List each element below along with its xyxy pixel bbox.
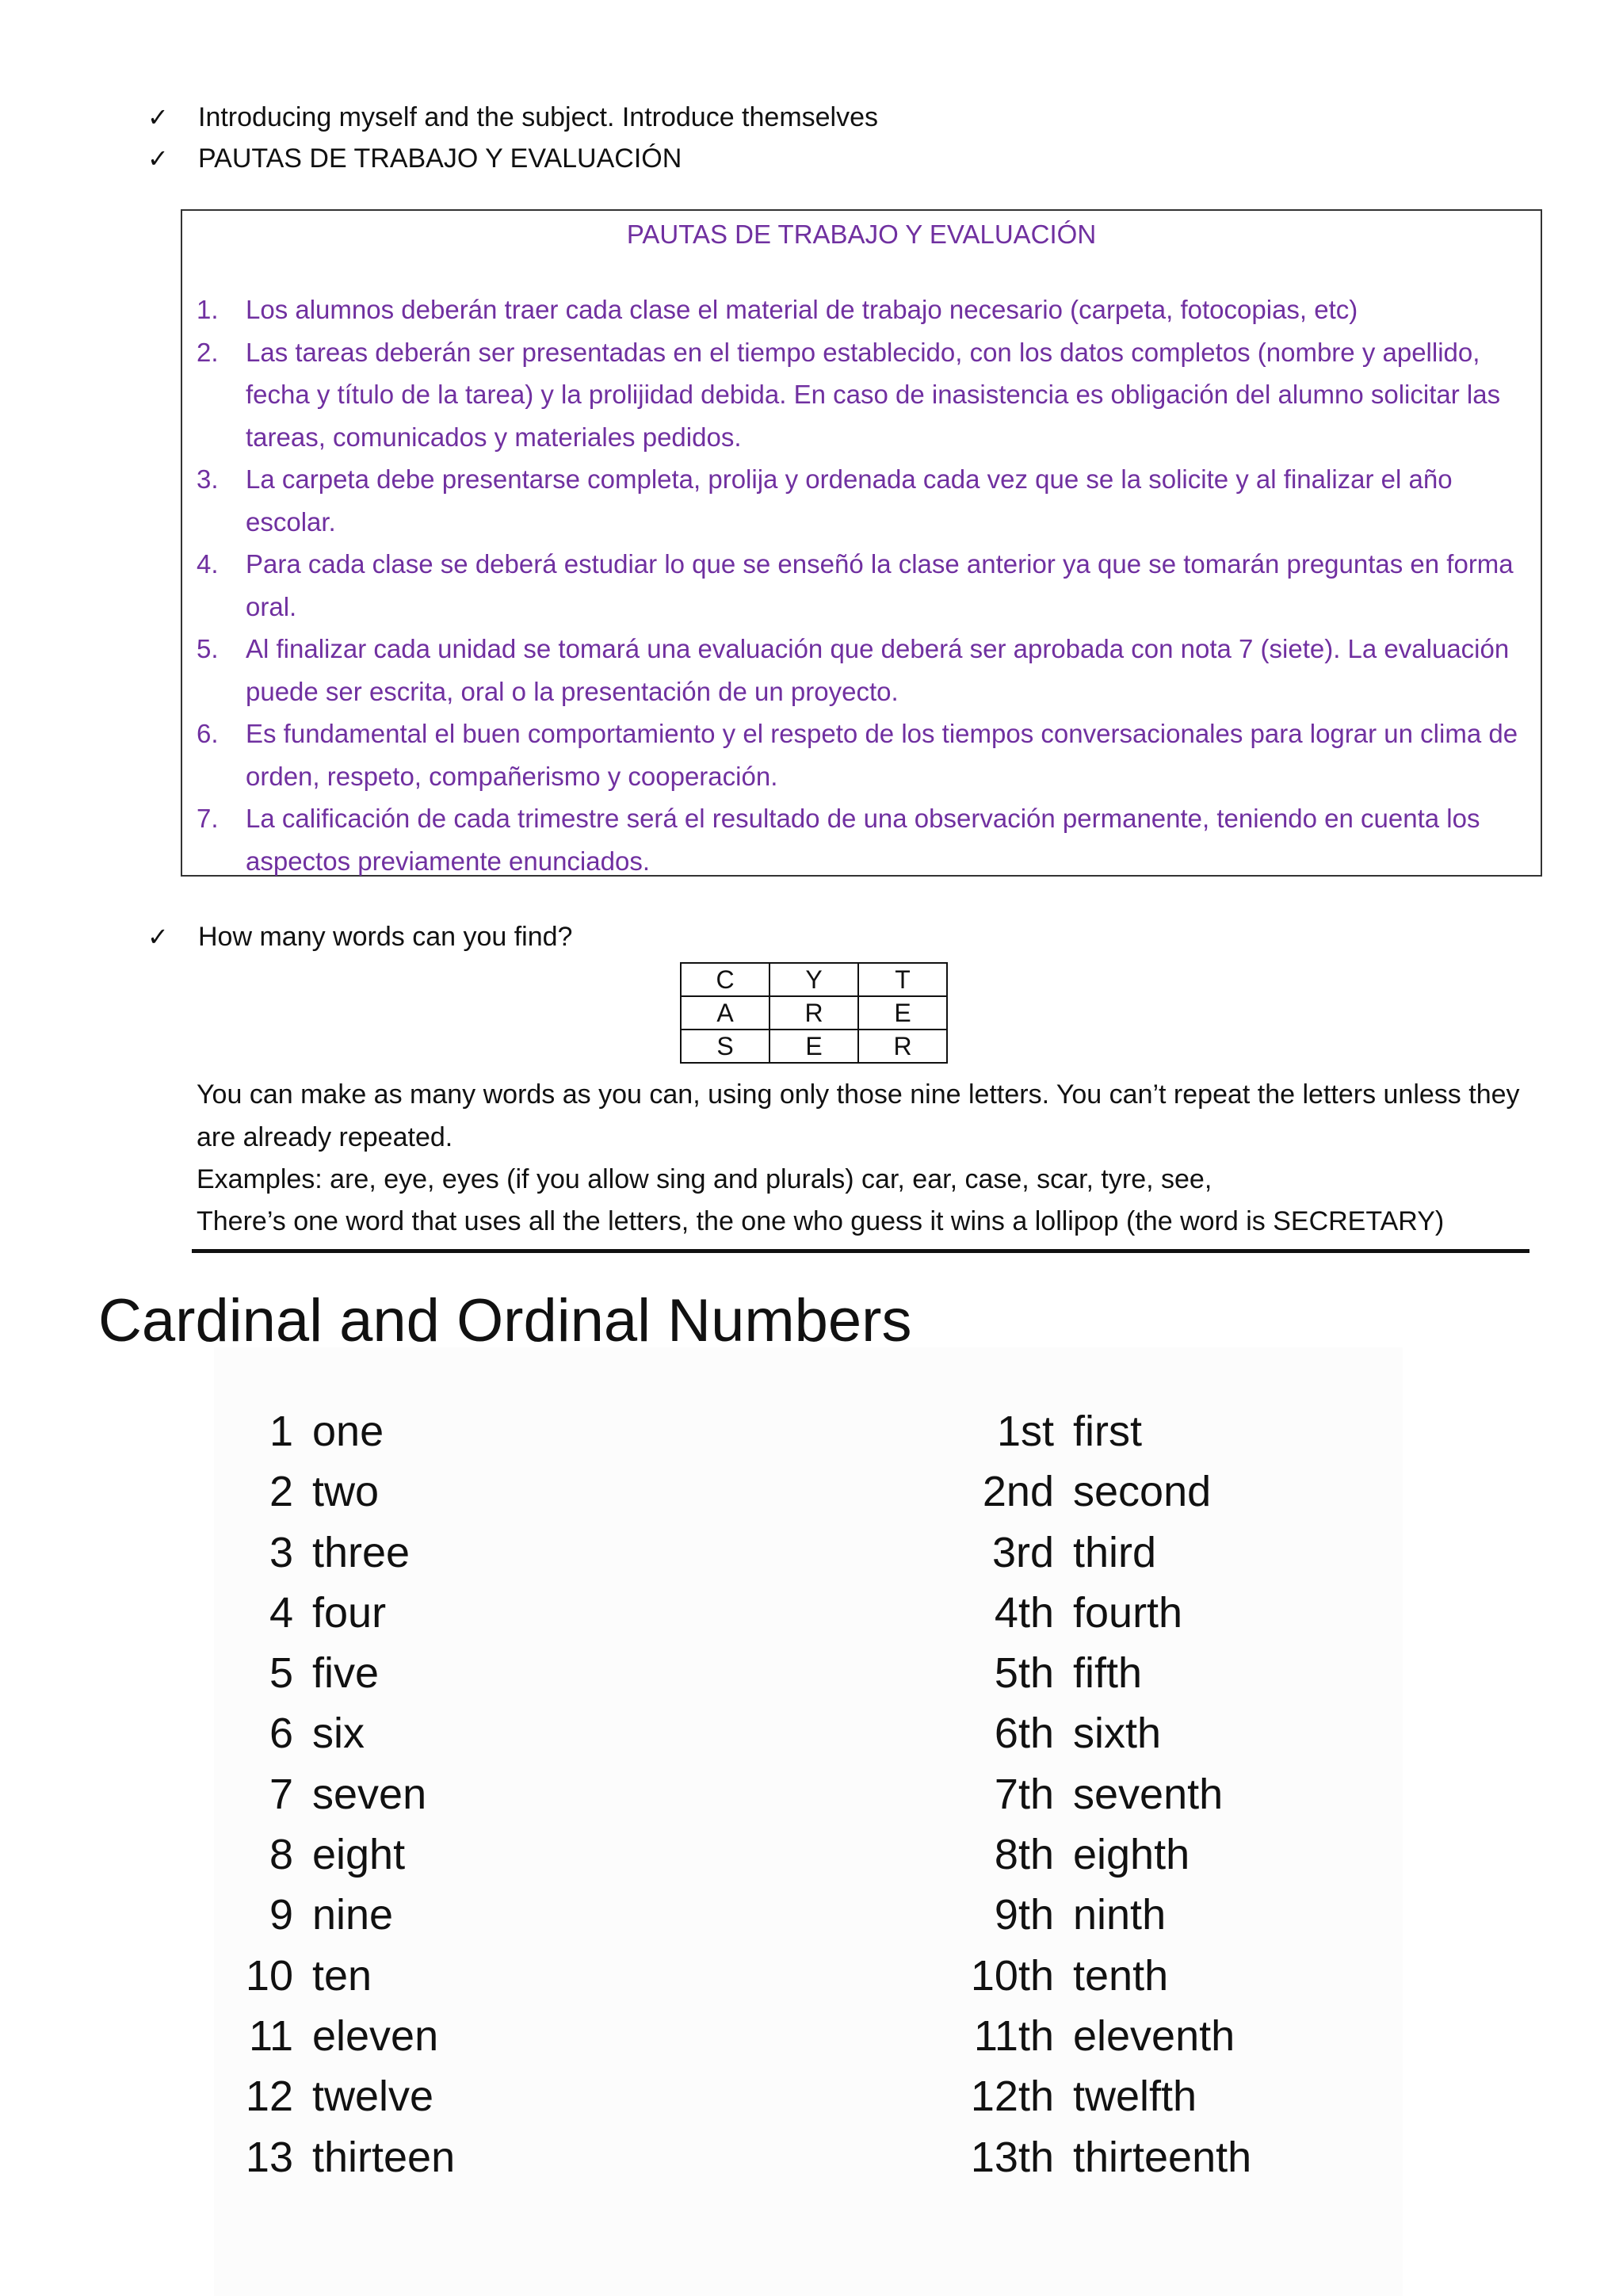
rule-item [197,628,1536,712]
number-word: second [1073,1468,1212,1516]
number-figure: 6th [994,1710,1054,1758]
cardinal-row [214,1824,658,1885]
ordinal-row [935,1583,1426,1643]
grid-cell: T [858,963,947,996]
grid-row [681,963,947,996]
ordinal-row [935,1824,1426,1885]
number-word: eighth [1073,1831,1190,1879]
number-figure: 12th [970,2073,1054,2121]
rule-item [197,331,1536,459]
rule-number: 6. [197,719,219,748]
rule-text: La carpeta debe presentarse completa, prolija y ordenada cada vez que se la solicite y al finalizar el año escolar. [246,464,1453,537]
ordinal-row [935,2127,1426,2187]
word-game-instructions: You can make as many words as you can, using only those nine letters. You can’t repeat the letters unless they are already repeated. [197,1079,1520,1152]
number-word: five [312,1649,380,1698]
cardinal-row [214,1583,658,1643]
section-heading: Cardinal and Ordinal Numbers [98,1287,912,1354]
checklist-text: PAUTAS DE TRABAJO Y EVALUACIÓN [198,143,682,174]
number-figure: 12 [245,2073,293,2121]
grid-row [681,996,947,1030]
number-word: ten [312,1951,372,2000]
number-word: four [312,1588,387,1637]
number-figure: 1st [996,1408,1054,1455]
rule-number: 4. [197,549,219,579]
number-figure: 11 [248,2011,293,2060]
grid-cell: E [769,1030,858,1063]
rules-title: PAUTAS DE TRABAJO Y EVALUACIÓN [626,220,1097,249]
number-figure: 9th [994,1891,1054,1939]
number-figure: 4th [994,1588,1054,1637]
number-word: six [312,1710,365,1758]
number-figure: 8th [994,1831,1054,1879]
cardinal-row [214,2006,658,2066]
number-figure: 7th [994,1770,1054,1818]
number-figure: 3rd [991,1528,1054,1576]
number-word: first [1073,1408,1142,1455]
number-word: thirteen [312,2133,456,2181]
number-figure: 3 [269,1528,293,1576]
number-figure: 9 [269,1891,293,1939]
ordinal-row [935,1703,1426,1763]
cardinal-row [214,1885,658,1945]
rule-text: Las tareas deberán ser presentadas en el tiempo establecido, con los datos completos (nombre y apellido, fecha y título de la tarea) y la prolijidad debida. En caso de inasistencia es obligación del alumno solicitar las tareas, comunicados y materiales pedidos. [246,337,1501,452]
number-word: ninth [1073,1891,1167,1939]
grid-cell: C [681,963,769,996]
cardinal-row [214,1764,658,1824]
number-figure: 10th [970,1951,1054,2000]
cardinal-row [214,1643,658,1703]
number-figure: 2nd [982,1468,1054,1516]
number-word: tenth [1073,1951,1169,2000]
ordinal-row [935,1764,1426,1824]
number-word: third [1073,1528,1157,1576]
number-word: eleventh [1073,2011,1235,2060]
checkmark-icon: ✓ [147,923,169,951]
word-game-examples: Examples: are, eye, eyes (if you allow sing and plurals) car, ear, case, scar, tyre, see, [197,1164,1212,1194]
grid-cell: Y [769,963,858,996]
number-word: twelfth [1073,2073,1197,2121]
rules-box [181,209,1542,877]
cardinal-row [214,1461,658,1522]
rule-item [197,797,1536,882]
word-game-secret: There’s one word that uses all the letters, the one who guess it wins a lollipop (the word is SECRETARY) [197,1206,1445,1236]
ordinal-row [935,1461,1426,1522]
number-figure: 5th [994,1649,1054,1698]
number-figure: 1 [269,1408,293,1455]
rules-list [197,288,1536,882]
number-figure: 11th [973,2011,1054,2060]
checklist-text: Introducing myself and the subject. Introduce themselves [198,102,879,132]
number-figure: 7 [269,1770,293,1818]
ordinal-row [935,1885,1426,1945]
number-word: fifth [1073,1649,1143,1698]
rule-number: 5. [197,634,219,663]
cardinal-row [214,1522,658,1583]
rule-number: 3. [197,464,219,494]
cardinal-row [214,2127,658,2187]
number-figure: 2 [269,1468,293,1516]
rule-number: 7. [197,804,219,833]
number-figure: 10 [245,1951,293,2000]
number-figure: 8 [269,1831,293,1879]
checklist-item-pautas [147,141,682,176]
number-word: twelve [312,2073,434,2121]
number-word: nine [312,1891,394,1939]
rule-number: 2. [197,337,219,367]
checklist-item-word-game [147,919,572,954]
rule-text: Los alumnos deberán traer cada clase el material de trabajo necesario (carpeta, fotocopias, etc) [246,295,1358,324]
ordinal-row [935,1946,1426,2006]
number-figure: 13 [245,2133,293,2181]
number-figure: 4 [269,1588,293,1637]
ordinal-row [935,1401,1426,1461]
number-word: sixth [1073,1710,1162,1758]
grid-cell: R [769,996,858,1030]
cardinal-row [214,1401,658,1461]
cardinal-row [214,2066,658,2126]
number-word: eleven [312,2011,439,2060]
grid-row [681,1030,947,1063]
grid-cell: S [681,1030,769,1063]
word-game-prompt: How many words can you find? [198,922,573,952]
rule-item [197,712,1536,797]
number-word: one [312,1408,384,1455]
cardinal-list [214,1401,658,2187]
rule-text: Al finalizar cada unidad se tomará una evaluación que deberá ser aprobada con nota 7 (siete). La evaluación puede ser escrita, oral o la presentación de un proyecto. [246,634,1510,706]
number-figure: 6 [269,1710,293,1758]
cardinal-row [214,1703,658,1763]
number-word: seventh [1073,1770,1224,1818]
number-word: seven [312,1770,427,1818]
grid-cell: E [858,996,947,1030]
number-word: thirteenth [1073,2133,1252,2181]
number-word: fourth [1073,1588,1183,1637]
rule-item [197,543,1536,628]
number-word: three [312,1528,411,1576]
letter-grid [680,962,948,1064]
ordinal-row [935,2066,1426,2126]
cardinal-row [214,1946,658,2006]
ordinal-list [935,1401,1426,2187]
checklist-item-intro [147,100,878,135]
rule-text: Es fundamental el buen comportamiento y el respeto de los tiempos conversacionales para lograr un clima de orden, respeto, compañerismo y cooperación. [246,719,1518,791]
grid-cell: A [681,996,769,1030]
ordinal-row [935,1643,1426,1703]
ordinal-row [935,2006,1426,2066]
rule-text: Para cada clase se deberá estudiar lo que se enseñó la clase anterior ya que se tomarán preguntas en forma oral. [246,549,1514,621]
ordinal-row [935,1522,1426,1583]
number-word: two [312,1468,380,1516]
rule-item [197,458,1536,543]
number-word: eight [312,1831,406,1879]
checkmark-icon: ✓ [147,144,169,173]
rule-number: 1. [197,295,219,324]
rule-text: La calificación de cada trimestre será el resultado de una observación permanente, teniendo en cuenta los aspectos previamente enunciados. [246,804,1480,876]
number-figure: 5 [269,1649,293,1698]
grid-cell: R [858,1030,947,1063]
number-figure: 13th [970,2133,1054,2181]
divider-line [192,1249,1529,1253]
rule-item [197,288,1536,331]
checkmark-icon: ✓ [147,103,169,132]
